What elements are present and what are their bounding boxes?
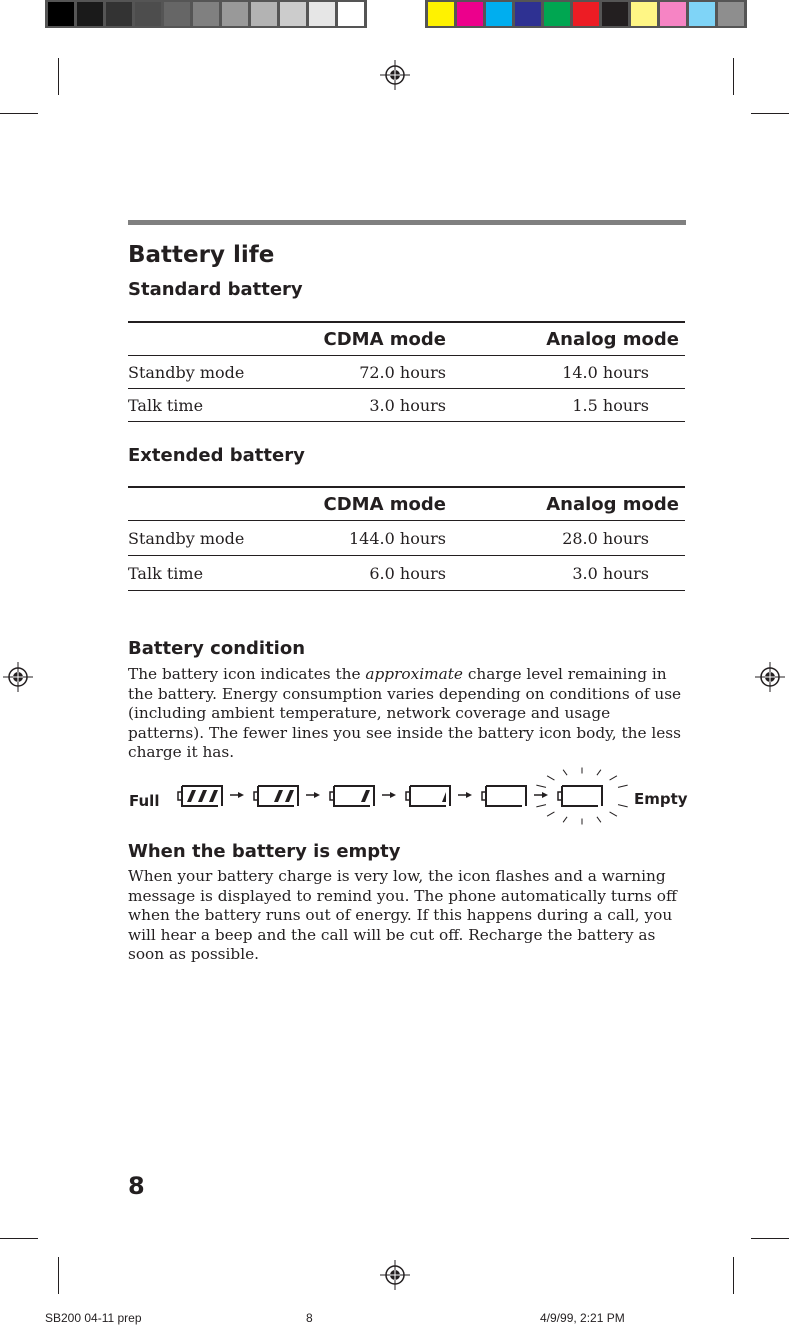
color-swatch [280, 2, 306, 26]
color-swatch [573, 2, 599, 26]
color-calibration-bar [425, 0, 747, 28]
color-swatch [338, 2, 364, 26]
crop-mark [0, 1238, 38, 1239]
battery-empty-text: When your battery charge is very low, the icon flashes and a warning message is displayed to remind you. The phone automatically turns off when the battery runs out of energy. If this happens during a call, you will hear a beep and the call will be cut off. Recharge the battery as soon as possible. [128, 867, 677, 963]
flash-ray-icon [547, 776, 554, 780]
flash-ray-icon [536, 785, 546, 787]
flash-ray-icon [547, 812, 554, 816]
crop-mark [751, 113, 789, 114]
column-header: Analog mode [446, 487, 685, 521]
cdma-value: 3.0 hours [308, 389, 446, 422]
analog-value: 1.5 hours [446, 389, 685, 422]
full-label: Full [129, 792, 160, 810]
crop-mark [733, 58, 734, 95]
color-swatch [251, 2, 277, 26]
arrow-icon [238, 792, 244, 798]
battery-empty-heading: When the battery is empty [128, 841, 401, 862]
table-row [128, 556, 685, 591]
flash-ray-icon [597, 770, 601, 776]
column-header [128, 487, 308, 521]
footer-file: SB200 04-11 prep [45, 1311, 142, 1325]
footer-page: 8 [306, 1311, 313, 1325]
color-swatch [428, 2, 454, 26]
page-title: Battery life [128, 242, 275, 268]
gray-calibration-bar [45, 0, 367, 28]
charge-bar [187, 790, 196, 802]
flash-ray-icon [597, 817, 601, 823]
battery-condition-text [128, 665, 688, 763]
text: charge level remaining in the battery. Energy consumption varies depending on conditions of use (including ambient temperature, network coverage and usage patterns). The fewer lines you see inside the battery icon body, the less charge it has. [128, 665, 682, 761]
cdma-value: 6.0 hours [308, 556, 446, 591]
crop-mark [0, 113, 38, 114]
column-header: CDMA mode [308, 487, 446, 521]
section-rule [128, 220, 686, 225]
flash-ray-icon [563, 770, 567, 776]
arrow-icon [542, 792, 548, 798]
color-swatch [164, 2, 190, 26]
analog-value: 14.0 hours [446, 356, 685, 389]
crop-mark [751, 1238, 789, 1239]
arrow-icon [314, 792, 320, 798]
empty-label: Empty [634, 790, 688, 808]
charge-bar [285, 790, 294, 802]
analog-value: 3.0 hours [446, 556, 685, 591]
flash-ray-icon [536, 805, 546, 807]
color-swatch [309, 2, 335, 26]
standard-battery-table [128, 321, 685, 422]
battery-icon [410, 786, 450, 806]
color-swatch [222, 2, 248, 26]
row-label: Standby mode [128, 521, 308, 556]
charge-bar [209, 790, 218, 802]
color-swatch [544, 2, 570, 26]
table-row [128, 356, 685, 389]
registration-mark-icon [380, 1260, 410, 1290]
row-label: Talk time [128, 556, 308, 591]
text: The battery icon indicates the [128, 665, 366, 683]
crop-mark [58, 58, 59, 95]
battery-icon [562, 786, 602, 806]
table-row [128, 389, 685, 422]
cdma-value: 144.0 hours [308, 521, 446, 556]
battery-icon [334, 786, 374, 806]
flash-ray-icon [618, 785, 628, 787]
color-swatch [689, 2, 715, 26]
cdma-value: 72.0 hours [308, 356, 446, 389]
arrow-icon [390, 792, 396, 798]
analog-value: 28.0 hours [446, 521, 685, 556]
crop-mark [58, 1257, 59, 1294]
row-label: Talk time [128, 389, 308, 422]
column-header [128, 322, 308, 356]
charge-bar [442, 792, 446, 802]
color-swatch [486, 2, 512, 26]
color-swatch [718, 2, 744, 26]
crop-mark [733, 1257, 734, 1294]
color-swatch [48, 2, 74, 26]
emphasis: approximate [365, 665, 463, 683]
color-swatch [193, 2, 219, 26]
color-swatch [515, 2, 541, 26]
color-swatch [660, 2, 686, 26]
battery-condition-heading: Battery condition [128, 638, 306, 659]
charge-bar [361, 790, 370, 802]
charge-bar [274, 790, 283, 802]
battery-level-sequence [170, 760, 630, 830]
extended-battery-table [128, 486, 685, 591]
color-swatch [631, 2, 657, 26]
charge-bar [198, 790, 207, 802]
column-header: CDMA mode [308, 322, 446, 356]
color-swatch [106, 2, 132, 26]
column-header: Analog mode [446, 322, 685, 356]
flash-ray-icon [610, 776, 617, 780]
registration-mark-icon [380, 60, 410, 90]
standard-battery-heading: Standard battery [128, 279, 303, 300]
flash-ray-icon [610, 812, 617, 816]
table-row [128, 521, 685, 556]
registration-mark-icon [3, 662, 33, 692]
row-label: Standby mode [128, 356, 308, 389]
flash-ray-icon [563, 817, 567, 823]
footer-date: 4/9/99, 2:21 PM [540, 1311, 625, 1325]
battery-icon [486, 786, 526, 806]
registration-mark-icon [755, 662, 785, 692]
extended-battery-heading: Extended battery [128, 445, 305, 466]
color-swatch [77, 2, 103, 26]
flash-ray-icon [618, 805, 628, 807]
arrow-icon [466, 792, 472, 798]
color-swatch [602, 2, 628, 26]
color-swatch [135, 2, 161, 26]
page-number: 8 [128, 1172, 145, 1200]
color-swatch [457, 2, 483, 26]
